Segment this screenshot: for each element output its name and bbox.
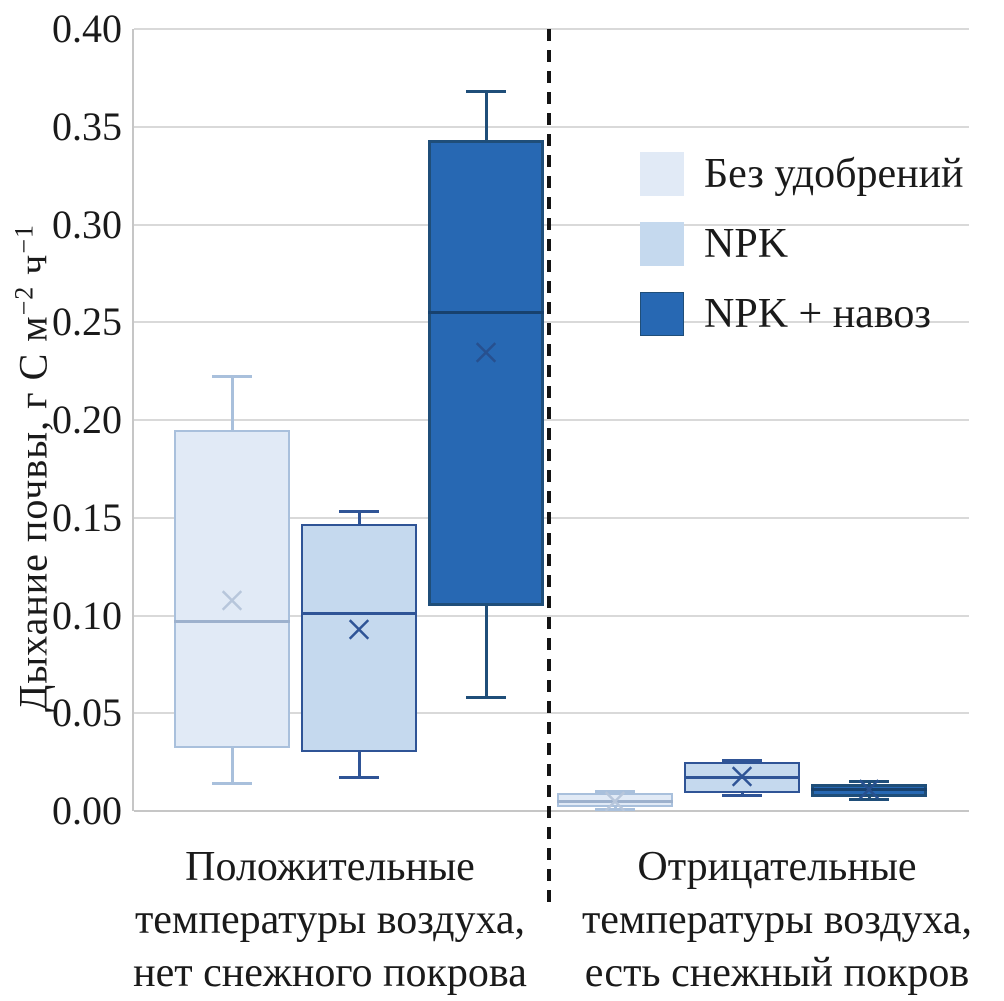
x-group-label-line: Положительные <box>185 844 475 890</box>
mean-marker: × <box>344 601 374 658</box>
x-group-label-line: Отрицательные <box>637 844 917 890</box>
mean-marker: × <box>217 571 247 628</box>
mean-marker: × <box>854 761 884 818</box>
whisker-cap <box>466 90 506 93</box>
y-axis-title-sup-1: −1 <box>9 223 39 254</box>
legend-item-npk-manure <box>640 290 964 338</box>
legend-swatch-npk-manure <box>640 292 684 336</box>
legend-label: Без удобрений <box>704 151 964 197</box>
y-tick-label: 0.00 <box>52 788 122 833</box>
y-axis-title-unit: ч <box>10 253 56 286</box>
x-group-label-line: температуры воздуха, <box>581 897 973 943</box>
mean-marker: × <box>600 773 630 830</box>
y-tick-label: 0.05 <box>52 690 122 736</box>
y-axis-title-sup-2: −2 <box>9 285 39 316</box>
x-group-label-line: температуры воздуха, <box>134 897 526 943</box>
legend-label: NPK + навоз <box>704 291 931 337</box>
y-tick-label: 0.20 <box>52 397 122 442</box>
whisker-cap <box>339 776 379 779</box>
legend-swatch-no-fertilizer <box>640 152 684 196</box>
y-tick-label: 0.10 <box>52 592 122 638</box>
x-group-label-negative-temps <box>549 841 1004 1000</box>
x-group-label-line: нет снежного покрова <box>133 950 527 996</box>
x-group-label-positive-temps <box>102 841 558 1000</box>
y-tick-label: 0.30 <box>52 201 122 247</box>
gridline <box>134 419 969 421</box>
whisker-cap <box>466 696 506 699</box>
y-tick-label: 0.15 <box>52 494 122 540</box>
legend-swatch-npk <box>640 222 684 266</box>
mean-marker: × <box>727 747 757 804</box>
legend-item-npk <box>640 220 964 268</box>
x-group-label-line: есть снежный покров <box>584 950 970 996</box>
whisker-cap <box>212 375 252 378</box>
plot-area <box>132 29 969 830</box>
group-separator-dashed-line <box>547 29 551 909</box>
legend-label: NPK <box>704 221 789 267</box>
whisker-cap <box>339 510 379 513</box>
gridline <box>134 28 969 30</box>
y-tick-label: 0.40 <box>52 6 122 51</box>
whisker-cap <box>212 782 252 785</box>
y-tick-label: 0.25 <box>52 299 122 345</box>
y-tick-label: 0.35 <box>52 103 122 149</box>
mean-marker: × <box>471 323 501 380</box>
gridline <box>134 126 969 128</box>
legend <box>640 150 964 360</box>
legend-item-no-fertilizer <box>640 150 964 198</box>
median-line <box>428 311 544 314</box>
y-axis-title-text: Дыхание почвы, г С м <box>10 315 56 713</box>
